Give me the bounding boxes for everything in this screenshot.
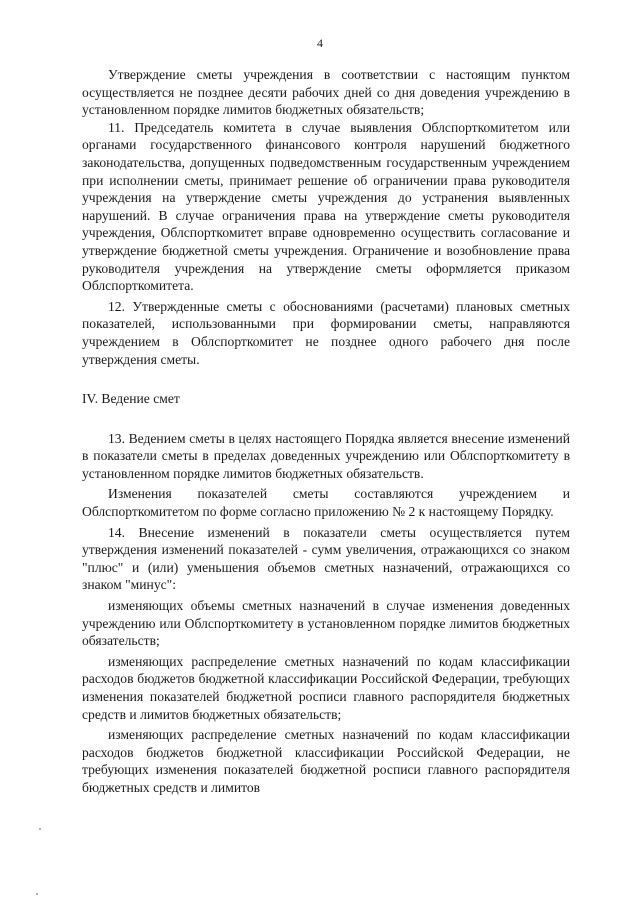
section-heading: IV. Ведение смет: [82, 391, 180, 407]
scan-speck: [36, 893, 38, 895]
paragraph: Утверждение сметы учреждения в соответствии с настоящим пунктом осуществляется не позднее десяти рабочих дней со дня доведения учреждению в установленном порядке лимитов бюджетных обязательств;: [82, 67, 570, 118]
paragraph: изменяющих распределение сметных назначений по кодам классификации расходов бюджетов бюджетной классификации Российской Федерации, не требующих изменения показателей бюджетной росписи главного распорядителя бюджетных средств и лимитов: [82, 727, 570, 795]
paragraph: изменяющих объемы сметных назначений в случае изменения доведенных учреждению или Облспорткомитету в установленном порядке лимитов бюджетных обязательств;: [82, 598, 570, 649]
paragraph: 14. Внесение изменений в показатели сметы осуществляется путем утверждения изменений показателей - сумм увеличения, отражающихся со знаком "плюс" и (или) уменьшения объемов сметных назначений, отражающихся со знаком "минус":: [82, 524, 570, 593]
paragraph: 13. Ведением сметы в целях настоящего Порядка является внесение изменений в показатели сметы в пределах доведенных учреждению или Облспорткомитету в установленном порядке лимитов бюджетных обязательств.: [82, 430, 570, 481]
page-number: 4: [317, 36, 323, 50]
paragraph: Изменения показателей сметы составляются учреждением и Облспорткомитетом по форме согласно приложению № 2 к настоящему Порядку.: [82, 486, 570, 520]
paragraph: 11. Председатель комитета в случае выявления Облспорткомитетом или органами государственного финансового контроля нарушений бюджетного законодательства, допущенных подведомственным государственным учреждением при исполнении сметы, принимает решение об ограничении права руководителя учреждения на утверждение сметы учреждения до устранения выявленных нарушений. В случае ограничения права на утверждение сметы руководителя учреждения, Облспорткомитет вправе одновременно осуществить согласование и утверждение бюджетной сметы учреждения. Ограничение и возобновление права руководителя учреждения на утверждение сметы оформляется приказом Облспорткомитета.: [82, 119, 570, 294]
paragraph: изменяющих распределение сметных назначений по кодам классификации расходов бюджетов бюджетной классификации Российской Федерации, требующих изменения показателей бюджетной росписи главного распорядителя бюджетных средств и лимитов бюджетных обязательств;: [82, 653, 570, 722]
scan-speck: [39, 828, 41, 830]
paragraph: 12. Утвержденные сметы с обоснованиями (расчетами) плановых сметных показателей, использованными при формировании сметы, направляются учреждением в Облспорткомитет не позднее одного рабочего дня после утверждения сметы.: [82, 298, 570, 367]
document-body: [82, 66, 570, 797]
